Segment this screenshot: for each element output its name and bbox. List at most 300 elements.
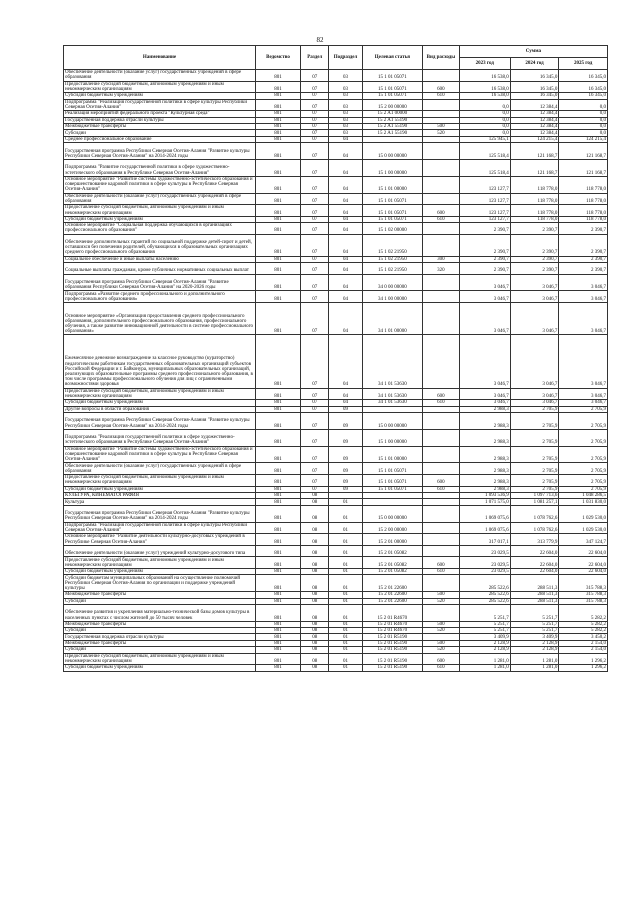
row-expense: 610	[423, 665, 460, 671]
row-section: 08	[301, 598, 329, 604]
row-2023: 317 017,1	[459, 534, 510, 546]
table-row	[64, 475, 608, 487]
row-2025: 3 450,2	[559, 634, 608, 640]
row-2024: 3 409,9	[510, 634, 559, 640]
row-2023: 125 945,1	[459, 136, 510, 142]
row-section: 07	[301, 446, 329, 463]
row-2023: 1 281,0	[459, 653, 510, 665]
row-name: Государственная программа Республики Северная Осетия-Алания "Развитие культуры Республики Северная Осетия-Алания" на 2014-2024 годы	[64, 505, 256, 522]
row-section: 07	[301, 256, 329, 262]
row-2024: 121 168,7	[510, 143, 559, 160]
row-2025: 2 390,7	[559, 263, 608, 275]
row-target: 15 0 00 00000	[362, 505, 422, 522]
table-row	[64, 653, 608, 665]
table-row	[64, 159, 608, 176]
header-expense: Вид расходы	[423, 46, 460, 70]
row-target: 15 2 01 22600	[362, 575, 422, 592]
row-2025: 3 046,7	[559, 291, 608, 303]
row-name: Государственная поддержка отрасли культуры	[64, 634, 256, 640]
row-ministry: 801	[255, 99, 300, 111]
row-2025: 3 046,7	[559, 400, 608, 406]
row-target: 15 1 01 00000	[362, 176, 422, 193]
row-ministry: 801	[255, 413, 300, 430]
row-2024: 5 251,7	[510, 604, 559, 621]
row-ministry: 801	[255, 234, 300, 256]
row-expense: 610	[423, 568, 460, 574]
row-2025: 5 282,2	[559, 621, 608, 627]
row-subsection: 04	[329, 136, 362, 142]
row-2024: 3 046,7	[510, 303, 559, 335]
row-2023: 285 522,6	[459, 592, 510, 598]
table-row	[64, 463, 608, 475]
row-target: 15 2 01 R5190	[362, 647, 422, 653]
row-section: 07	[301, 193, 329, 205]
row-name: Субсидии	[64, 130, 256, 136]
row-section: 07	[301, 335, 329, 388]
row-section: 08	[301, 604, 329, 621]
row-subsection: 04	[329, 205, 362, 217]
row-2025: 2 390,7	[559, 223, 608, 235]
row-2025: 2 705,9	[559, 446, 608, 463]
row-expense	[423, 446, 460, 463]
row-expense: 500	[423, 640, 460, 646]
row-2023: 1 093 536,9	[459, 492, 510, 498]
row-expense	[423, 604, 460, 621]
row-subsection: 01	[329, 628, 362, 634]
row-2025: 1 029 530,0	[559, 522, 608, 534]
row-ministry: 801	[255, 575, 300, 592]
row-2024: 1 081 257,1	[510, 499, 559, 505]
row-ministry: 801	[255, 640, 300, 646]
row-2024: 2 390,7	[510, 234, 559, 256]
row-subsection: 04	[329, 335, 362, 388]
row-expense	[423, 234, 460, 256]
row-section: 07	[301, 234, 329, 256]
row-2024: 16 345,0	[510, 70, 559, 82]
row-2024: 118 778,0	[510, 193, 559, 205]
row-ministry: 801	[255, 81, 300, 93]
row-2025: 2 154,0	[559, 647, 608, 653]
row-section: 07	[301, 463, 329, 475]
row-2023: 1 071 575,0	[459, 499, 510, 505]
row-ministry: 801	[255, 303, 300, 335]
row-subsection: 01	[329, 575, 362, 592]
row-subsection: 01	[329, 568, 362, 574]
row-2023: 16 538,0	[459, 70, 510, 82]
row-name: Ежемесячное денежное вознаграждение за классное руководство (кураторство) педагогическим работникам государственных образовательных организаций субъектов Российской Федерации и г. Байконура, муниципальных образовательных организаций, реализующих образовательные программы среднего профессионального образования, в том числе программы профессионального обучения для лиц с ограниченными возможностями здоровья	[64, 335, 256, 388]
row-section: 07	[301, 223, 329, 235]
row-subsection: 03	[329, 81, 362, 93]
row-expense	[423, 143, 460, 160]
row-subsection: 09	[329, 486, 362, 492]
row-2024: 2 705,9	[510, 413, 559, 430]
row-subsection: 04	[329, 159, 362, 176]
header-ministry: Ведомство	[255, 46, 300, 70]
row-section: 07	[301, 475, 329, 487]
row-subsection: 09	[329, 463, 362, 475]
row-2025: 0,0	[559, 123, 608, 129]
row-section: 07	[301, 176, 329, 193]
row-2024: 12 384,4	[510, 117, 559, 123]
row-name: Межбюджетные трансферты	[64, 123, 256, 129]
row-ministry: 801	[255, 193, 300, 205]
row-2023: 2 128,9	[459, 640, 510, 646]
row-subsection: 04	[329, 143, 362, 160]
row-name: Субсидии бюджетным учреждениям	[64, 568, 256, 574]
row-section: 07	[301, 117, 329, 123]
row-subsection: 04	[329, 223, 362, 235]
row-2025: 5 282,2	[559, 604, 608, 621]
row-subsection: 01	[329, 499, 362, 505]
row-subsection: 04	[329, 234, 362, 256]
row-name: Обеспечение развития и укрепления материально-технической базы домов культуры в населенных пунктах с числом жителей до 50 тысяч человек	[64, 604, 256, 621]
row-target: 15 1 02 21950	[362, 263, 422, 275]
row-target: 34 0 00 00000	[362, 274, 422, 291]
header-2023: 2023 год	[459, 58, 510, 70]
row-2023: 5 251,7	[459, 604, 510, 621]
row-section: 07	[301, 205, 329, 217]
row-2025: 2 154,0	[559, 640, 608, 646]
row-target: 34 1 01 00000	[362, 303, 422, 335]
row-subsection: 09	[329, 446, 362, 463]
row-target: 15 1 02 00000	[362, 223, 422, 235]
row-2025: 118 778,0	[559, 216, 608, 222]
row-2024: 313 779,9	[510, 534, 559, 546]
row-ministry: 801	[255, 505, 300, 522]
row-subsection: 01	[329, 592, 362, 598]
row-target: 34 1 01 53630	[362, 400, 422, 406]
row-2023: 3 046,7	[459, 291, 510, 303]
row-2024: 288 511,3	[510, 592, 559, 598]
row-name: Государственная программа Республики Северная Осетия-Алания "Развитие культуры Республики Северная Осетия-Алания" на 2014-2024 годы	[64, 143, 256, 160]
row-subsection: 04	[329, 274, 362, 291]
table-row	[64, 413, 608, 430]
row-2023: 2 390,7	[459, 234, 510, 256]
row-ministry: 801	[255, 205, 300, 217]
row-subsection: 03	[329, 99, 362, 111]
row-ministry: 801	[255, 159, 300, 176]
row-2023: 3 046,7	[459, 303, 510, 335]
row-target: 15 2 01 05082	[362, 568, 422, 574]
row-expense	[423, 522, 460, 534]
row-section: 07	[301, 274, 329, 291]
row-name: Субсидии бюджетным учреждениям	[64, 665, 256, 671]
row-2025: 2 390,7	[559, 234, 608, 256]
row-2025: 16 345,0	[559, 70, 608, 82]
row-target: 15 2 01 R4670	[362, 604, 422, 621]
row-2025: 347 124,7	[559, 534, 608, 546]
row-2025: 0,0	[559, 111, 608, 117]
row-ministry: 801	[255, 406, 300, 412]
row-2024: 1 097 713,6	[510, 492, 559, 498]
row-expense	[423, 575, 460, 592]
row-2024: 3 046,7	[510, 400, 559, 406]
row-2024: 22 604,0	[510, 545, 559, 557]
row-2023: 2 390,7	[459, 263, 510, 275]
table-row	[64, 234, 608, 256]
row-2025: 2 705,9	[559, 406, 608, 412]
row-2023: 123 127,7	[459, 176, 510, 193]
row-expense	[423, 429, 460, 446]
row-expense: 610	[423, 400, 460, 406]
row-ministry: 801	[255, 400, 300, 406]
row-section: 08	[301, 522, 329, 534]
row-subsection: 01	[329, 604, 362, 621]
row-2025: 22 604,0	[559, 557, 608, 569]
budget-table	[63, 45, 608, 672]
row-section: 07	[301, 216, 329, 222]
row-target: 15 2 01 05082	[362, 545, 422, 557]
row-target: 15 1 01 05071	[362, 81, 422, 93]
row-2025: 118 778,0	[559, 193, 608, 205]
row-2024: 3 046,7	[510, 291, 559, 303]
row-ministry: 801	[255, 93, 300, 99]
row-2025: 124 215,4	[559, 136, 608, 142]
row-section: 08	[301, 634, 329, 640]
row-expense: 300	[423, 256, 460, 262]
row-subsection: 01	[329, 522, 362, 534]
row-2025: 121 168,7	[559, 159, 608, 176]
row-target: 15 2 01 R4670	[362, 621, 422, 627]
row-2025: 118 778,0	[559, 205, 608, 217]
row-name: Субсидии бюджетам муниципальных образований на осуществление полномочий Республики Северная Осетия-Алания по организации и поддержке учреждений культуры	[64, 575, 256, 592]
row-subsection: 01	[329, 534, 362, 546]
row-2023: 16 538,0	[459, 81, 510, 93]
row-expense: 520	[423, 628, 460, 634]
row-2024: 16 345,0	[510, 81, 559, 93]
row-section: 08	[301, 592, 329, 598]
row-section: 07	[301, 429, 329, 446]
table-row	[64, 303, 608, 335]
row-name: Обеспечение деятельности (оказание услуг) учреждений культурно-досугового типа	[64, 545, 256, 557]
row-name: Государственная программа Республики Северная Осетия-Алания "Развитие культуры Республики Северная Осетия-Алания" на 2014-2024 годы	[64, 413, 256, 430]
row-target: 15 1 01 05071	[362, 463, 422, 475]
row-target: 15 1 00 00000	[362, 159, 422, 176]
row-section: 08	[301, 499, 329, 505]
header-subsection: Подраздел	[329, 46, 362, 70]
row-ministry: 801	[255, 628, 300, 634]
table-row	[64, 429, 608, 446]
row-ministry: 801	[255, 335, 300, 388]
row-name: Обеспечение деятельности (оказание услуг) государственных учреждений в сфере образования	[64, 463, 256, 475]
row-target: 34 1 00 00000	[362, 291, 422, 303]
row-2023: 123 127,7	[459, 216, 510, 222]
row-2024: 2 128,9	[510, 640, 559, 646]
row-section: 07	[301, 81, 329, 93]
row-expense: 610	[423, 93, 460, 99]
table-row	[64, 193, 608, 205]
row-expense: 500	[423, 621, 460, 627]
row-name: Межбюджетные трансферты	[64, 621, 256, 627]
row-expense	[423, 223, 460, 235]
row-ministry: 801	[255, 475, 300, 487]
row-expense: 520	[423, 598, 460, 604]
row-name: Основное мероприятие «Организация предоставления среднего профессионального образования, дополнительного профессионального образования, профессионального обучения, а также развитие инновационной деятельности в системе профессионального образования»	[64, 303, 256, 335]
row-target: 15 1 01 05071	[362, 475, 422, 487]
row-target: 15 2 01 R5190	[362, 634, 422, 640]
row-2024: 2 705,9	[510, 475, 559, 487]
table-row	[64, 534, 608, 546]
row-2025: 315 788,3	[559, 575, 608, 592]
row-2023: 1 281,0	[459, 665, 510, 671]
row-section: 07	[301, 93, 329, 99]
row-target: 15 1 01 05071	[362, 486, 422, 492]
row-2023: 2 988,3	[459, 486, 510, 492]
row-subsection: 03	[329, 93, 362, 99]
row-2025: 22 604,0	[559, 545, 608, 557]
row-ministry: 801	[255, 223, 300, 235]
row-section: 07	[301, 123, 329, 129]
row-2024: 12 384,4	[510, 111, 559, 117]
row-2024: 2 390,7	[510, 263, 559, 275]
row-section: 07	[301, 400, 329, 406]
row-target: 15 1 01 05071	[362, 216, 422, 222]
row-2024: 2 705,9	[510, 463, 559, 475]
row-name: Предоставление субсидий бюджетным, автономным учреждениям и иным некоммерческим организациям	[64, 557, 256, 569]
table-row	[64, 274, 608, 291]
row-expense: 520	[423, 130, 460, 136]
row-ministry: 801	[255, 136, 300, 142]
row-ministry: 801	[255, 274, 300, 291]
row-2023: 1 069 075,6	[459, 522, 510, 534]
row-target: 15 2 00 00000	[362, 99, 422, 111]
row-section: 08	[301, 545, 329, 557]
table-row	[64, 81, 608, 93]
table-row	[64, 557, 608, 569]
row-subsection: 04	[329, 216, 362, 222]
row-ministry: 801	[255, 592, 300, 598]
row-2023: 0,0	[459, 117, 510, 123]
row-ministry: 801	[255, 70, 300, 82]
row-target: 15 1 00 00000	[362, 429, 422, 446]
row-name: Подпрограмма «Развитие среднего профессионального и дополнительного профессионального образования»	[64, 291, 256, 303]
row-2023: 5 251,7	[459, 628, 510, 634]
row-expense	[423, 159, 460, 176]
table-row	[64, 575, 608, 592]
row-2025: 2 705,9	[559, 486, 608, 492]
row-name: Культура	[64, 499, 256, 505]
row-target: 15 1 01 05071	[362, 93, 422, 99]
row-ministry: 801	[255, 111, 300, 117]
row-expense	[423, 99, 460, 111]
row-subsection: 09	[329, 413, 362, 430]
row-section: 08	[301, 640, 329, 646]
row-subsection: 03	[329, 111, 362, 117]
row-2024: 124 215,4	[510, 136, 559, 142]
row-ministry: 801	[255, 568, 300, 574]
row-section: 08	[301, 621, 329, 627]
row-2023: 0,0	[459, 111, 510, 117]
row-name: Обеспечение деятельности (оказание услуг) государственных учреждений в сфере образования	[64, 193, 256, 205]
row-2025: 0,0	[559, 117, 608, 123]
row-subsection: 01	[329, 665, 362, 671]
row-2025: 121 168,7	[559, 143, 608, 160]
row-2025: 2 705,9	[559, 413, 608, 430]
table-row	[64, 335, 608, 388]
row-ministry: 801	[255, 388, 300, 400]
row-expense: 500	[423, 592, 460, 598]
row-2023: 2 988,3	[459, 446, 510, 463]
row-section: 07	[301, 159, 329, 176]
row-2023: 0,0	[459, 99, 510, 111]
table-row	[64, 291, 608, 303]
row-ministry: 801	[255, 291, 300, 303]
row-section: 07	[301, 291, 329, 303]
row-expense: 610	[423, 216, 460, 222]
row-expense	[423, 545, 460, 557]
row-ministry: 801	[255, 256, 300, 262]
row-name: Основное мероприятие "Социальная поддержка обучающихся в организациях профессионального образования"	[64, 223, 256, 235]
row-2024: 3 046,7	[510, 274, 559, 291]
row-2025: 1 048 286,5	[559, 492, 608, 498]
row-target: 15 2 01 R4670	[362, 628, 422, 634]
row-name: Основное мероприятие "Развитие системы художественно-эстетического образования и совершенствование кадровой политики в сфере культуры в Республике Северная Осетия-Алания"	[64, 446, 256, 463]
row-name: Обеспечение деятельности (оказание услуг) государственных учреждений в сфере образования	[64, 70, 256, 82]
row-2024: 1 281,0	[510, 665, 559, 671]
row-2025: 16 345,0	[559, 93, 608, 99]
row-2025: 315 788,3	[559, 592, 608, 598]
row-target: 15 2 01 22600	[362, 592, 422, 598]
row-name: Предоставление субсидий бюджетным, автономным учреждениям и иным некоммерческим организациям	[64, 475, 256, 487]
row-ministry: 801	[255, 647, 300, 653]
row-section: 07	[301, 303, 329, 335]
row-target: 15 2 A1 55190	[362, 117, 422, 123]
row-name: Социальные выплаты гражданам, кроме публичных нормативных социальных выплат	[64, 263, 256, 275]
header-sum: Сумма	[459, 46, 607, 58]
row-2025: 16 345,0	[559, 81, 608, 93]
row-expense	[423, 176, 460, 193]
row-2023: 23 029,5	[459, 557, 510, 569]
table-row	[64, 99, 608, 111]
row-2023: 123 127,7	[459, 205, 510, 217]
row-target: 15 0 00 00000	[362, 143, 422, 160]
row-section: 07	[301, 111, 329, 117]
row-name: Обеспечение дополнительных гарантий по социальной поддержке детей-сирот и детей, оставшихся без попечения родителей, обучающихся в образовательных организациях среднего профессионального образования	[64, 234, 256, 256]
row-target: 15 0 00 00000	[362, 413, 422, 430]
row-section: 08	[301, 653, 329, 665]
row-2023: 3 409,9	[459, 634, 510, 640]
row-section: 07	[301, 388, 329, 400]
row-section: 08	[301, 628, 329, 634]
row-name: Подпрограмма "Реализация государственной политики в сфере культуры Республики Северная Осетия-Алания"	[64, 99, 256, 111]
row-target: 15 1 02 21950	[362, 234, 422, 256]
row-2023: 2 988,3	[459, 463, 510, 475]
row-section: 07	[301, 136, 329, 142]
row-2023: 3 046,7	[459, 400, 510, 406]
row-name: Субсидии	[64, 628, 256, 634]
row-name: Реализация мероприятий федерального проекта "Культурная среда"	[64, 111, 256, 117]
row-target: 15 2 01 R5190	[362, 653, 422, 665]
row-2024: 118 778,0	[510, 176, 559, 193]
row-2025: 1 296,2	[559, 653, 608, 665]
row-ministry: 801	[255, 492, 300, 498]
row-2024: 2 705,9	[510, 486, 559, 492]
row-2023: 2 988,3	[459, 429, 510, 446]
table-row	[64, 205, 608, 217]
row-2024: 12 384,4	[510, 99, 559, 111]
row-ministry: 801	[255, 621, 300, 627]
row-target: 15 1 01 05071	[362, 70, 422, 82]
row-2025: 3 046,7	[559, 274, 608, 291]
row-ministry: 801	[255, 545, 300, 557]
row-target: 15 2 01 R5190	[362, 640, 422, 646]
row-section: 07	[301, 143, 329, 160]
row-target: 15 2 01 00000	[362, 534, 422, 546]
row-2024: 12 384,4	[510, 130, 559, 136]
row-2023: 285 522,6	[459, 598, 510, 604]
row-expense	[423, 274, 460, 291]
row-2024: 2 705,9	[510, 429, 559, 446]
